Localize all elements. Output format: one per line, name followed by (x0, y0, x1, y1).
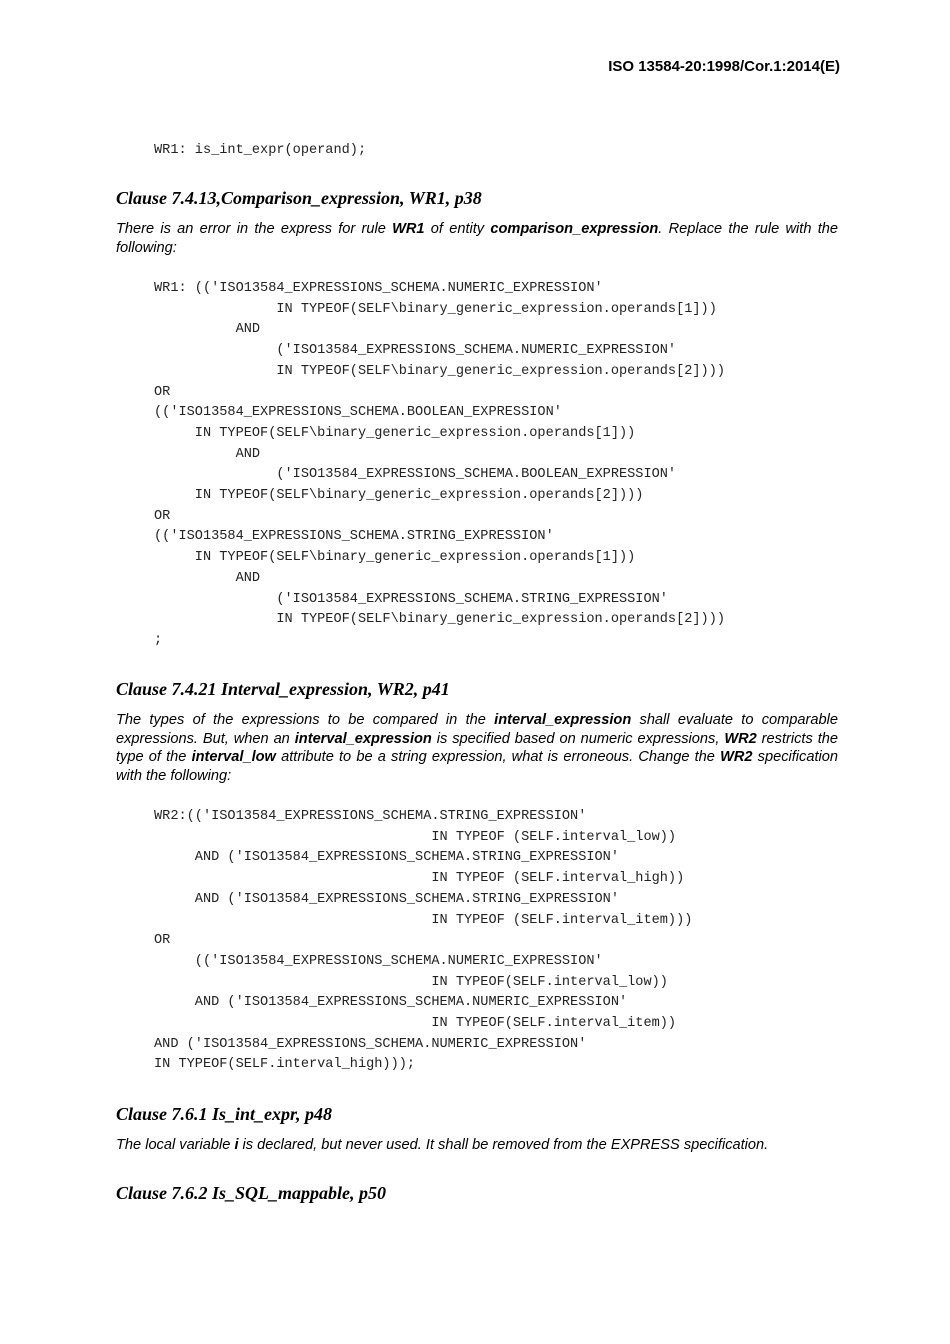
clause-heading-7-6-2: Clause 7.6.2 Is_SQL_mappable, p50 (116, 1183, 387, 1203)
code-wr1-is-int-expr: WR1: is_int_expr(operand); (154, 143, 367, 158)
document-id-header: ISO 13584-20:1998/Cor.1:2014(E) (608, 58, 840, 75)
paragraph-comparison-expression: There is an error in the express for rule WR1 of entity comparison_expression. Replace the rule with the following: (116, 221, 839, 256)
paragraph-interval-expression: The types of the expressions to be compared in the interval_expression shall evaluate to comparable expressions. But, when an interval_expression is specified based on numeric expressions, WR2 restricts the type of the interval_low attribute to be a string expression, what is erroneous. Change the WR2 specification with the following: (116, 712, 838, 784)
clause-heading-7-4-13: Clause 7.4.13,Comparison_expression, WR1, p38 (116, 188, 482, 208)
code-comparison-wr1: WR1: (('ISO13584_EXPRESSIONS_SCHEMA.NUMERIC_EXPRESSION' IN TYPEOF(SELF\binary_generic_expression.operands[1])) AND ('ISO13584_EXPRESSIONS_SCHEMA.NUMERIC_EXPRESSION' IN TYPEOF(SELF\binary_generic_expression.operands[2]))) OR (('ISO13584_EXPRESSIONS_SCHEMA.BOOLEAN_EXPRESSION' IN TYPEOF(SELF\binary_generic_expression.operands[1])) AND ('ISO13584_EXPRESSIONS_SCHEMA.BOOLEAN_EXPRESSION' IN TYPEOF(SELF\binary_generic_expression.operands[2]))) OR (('ISO13584_EXPRESSIONS_SCHEMA.STRING_EXPRESSION' IN TYPEOF(SELF\binary_generic_expression.operands[1])) AND ('ISO13584_EXPRESSIONS_SCHEMA.STRING_EXPRESSION' IN TYPEOF(SELF\binary_generic_expression.operands[2]))) ; (154, 281, 726, 648)
paragraph-is-int-expr: The local variable i is declared, but never used. It shall be removed from the EXPRESS specification. (116, 1137, 769, 1153)
clause-heading-7-6-1: Clause 7.6.1 Is_int_expr, p48 (116, 1104, 333, 1124)
code-interval-wr2: WR2:(('ISO13584_EXPRESSIONS_SCHEMA.STRING_EXPRESSION' IN TYPEOF (SELF.interval_low)) AND ('ISO13584_EXPRESSIONS_SCHEMA.STRING_EXPRESSION' IN TYPEOF (SELF.interval_high)) AND ('ISO13584_EXPRESSIONS_SCHEMA.STRING_EXPRESSION' IN TYPEOF (SELF.interval_item))) OR (('ISO13584_EXPRESSIONS_SCHEMA.NUMERIC_EXPRESSION' IN TYPEOF(SELF.interval_low)) AND ('ISO13584_EXPRESSIONS_SCHEMA.NUMERIC_EXPRESSION' IN TYPEOF(SELF.interval_item)) AND ('ISO13584_EXPRESSIONS_SCHEMA.NUMERIC_EXPRESSION' IN TYPEOF(SELF.interval_high))); (154, 809, 693, 1073)
clause-heading-7-4-21: Clause 7.4.21 Interval_expression, WR2, p41 (116, 679, 450, 699)
